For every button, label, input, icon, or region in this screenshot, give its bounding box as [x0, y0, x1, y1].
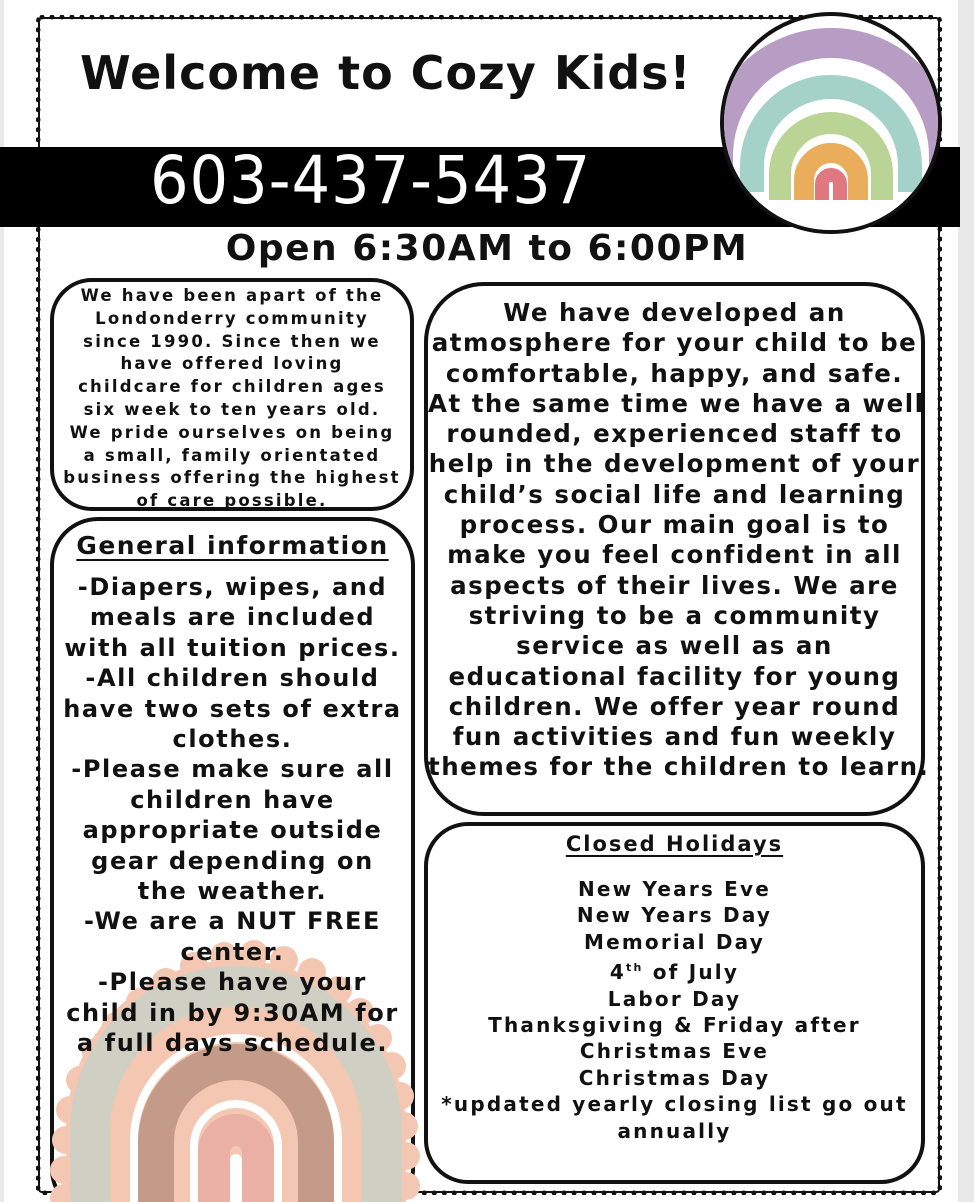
general-info-text	[50, 517, 415, 1202]
about-line: have offered loving	[120, 354, 344, 374]
general-info-line: clothes.	[172, 725, 293, 754]
general-info-line: the weather.	[137, 877, 328, 906]
mission-line: children. We offer year round	[448, 691, 901, 721]
closed-holidays-heading: Closed Holidays	[565, 832, 784, 856]
mission-line: help in the development of your	[428, 449, 921, 479]
about-line: since 1990. Since then we	[83, 331, 381, 351]
general-info-line: child in by 9:30AM for	[66, 998, 399, 1027]
mission-line: make you feel confident in all	[447, 540, 902, 570]
mission-line: comfortable, happy, and safe.	[445, 358, 904, 388]
mission-line: At the same time we have a well	[428, 388, 925, 418]
mission-line: process. Our main goal is to	[459, 510, 890, 540]
holiday-item: Christmas Day	[578, 1065, 771, 1090]
mission-line: striving to be a community	[468, 600, 881, 630]
mission-line: service as well as an	[516, 631, 833, 661]
holiday-item: Christmas Eve	[579, 1039, 770, 1064]
july-number: 4	[609, 960, 627, 985]
holiday-item: New Years Day	[576, 903, 773, 928]
general-info-line: with all tuition prices.	[64, 633, 401, 662]
about-line: We have been apart of the	[80, 286, 384, 305]
general-info-line: -Please make sure all	[71, 755, 394, 784]
general-info-line: meals are included	[89, 603, 376, 632]
general-info-line: gear depending on	[91, 846, 374, 875]
general-info-line: -All children should	[85, 664, 380, 693]
general-info-line: -Please have your	[98, 968, 367, 997]
mission-box	[424, 282, 930, 816]
holiday-item: New Years Eve	[577, 877, 772, 901]
about-line: a small, family orientated	[83, 445, 381, 465]
mission-line: child’s social life and learning	[443, 479, 906, 509]
mission-line: We have developed an	[503, 298, 846, 327]
phone-number: 603-437-5437	[150, 142, 592, 219]
about-line: We pride ourselves on being	[69, 422, 395, 442]
rainbow-icon	[724, 16, 938, 230]
page-title: Welcome to Cozy Kids!	[80, 46, 692, 100]
holiday-note: annually	[617, 1118, 732, 1143]
about-line: childcare for children ages	[78, 377, 386, 397]
closed-holidays-box	[424, 822, 925, 1184]
about-line: Londonderry community	[95, 308, 369, 328]
about-box	[50, 278, 414, 511]
general-info-line: children have	[130, 785, 335, 814]
rainbow-badge-icon	[720, 12, 942, 234]
about-line: business offering the highest	[63, 468, 401, 488]
mission-line: fun activities and fun weekly	[452, 722, 897, 752]
holiday-item: Thanksgiving & Friday after	[488, 1013, 861, 1038]
general-info-heading: General information	[76, 531, 389, 560]
mission-line: aspects of their lives. We are	[450, 570, 899, 600]
july-suffix: th	[626, 961, 644, 975]
general-info-line: -We are a NUT FREE	[83, 907, 382, 936]
july-rest: of July	[643, 960, 740, 985]
holiday-item: Labor Day	[607, 986, 742, 1011]
page-edge-right	[958, 0, 974, 1202]
holiday-item: Memorial Day	[584, 929, 765, 954]
holiday-item-july	[428, 955, 921, 985]
mission-line: themes for the children to learn.	[428, 752, 930, 782]
general-info-line: appropriate outside	[82, 816, 383, 845]
general-info-line: center.	[180, 937, 285, 966]
about-line: six week to ten years old.	[83, 399, 381, 419]
mission-line: rounded, experienced staff to	[446, 419, 903, 449]
about-line: of care possible.	[136, 491, 328, 511]
mission-line: atmosphere for your child to be	[431, 328, 918, 358]
general-info-line: have two sets of extra	[63, 694, 402, 723]
holiday-note: *updated yearly closing list go out	[441, 1092, 908, 1117]
general-info-line: a full days schedule.	[76, 1029, 389, 1058]
general-info-line: -Diapers, wipes, and	[77, 573, 388, 601]
opening-hours: Open 6:30AM to 6:00PM	[225, 228, 749, 269]
mission-line: educational facility for young	[448, 661, 901, 691]
